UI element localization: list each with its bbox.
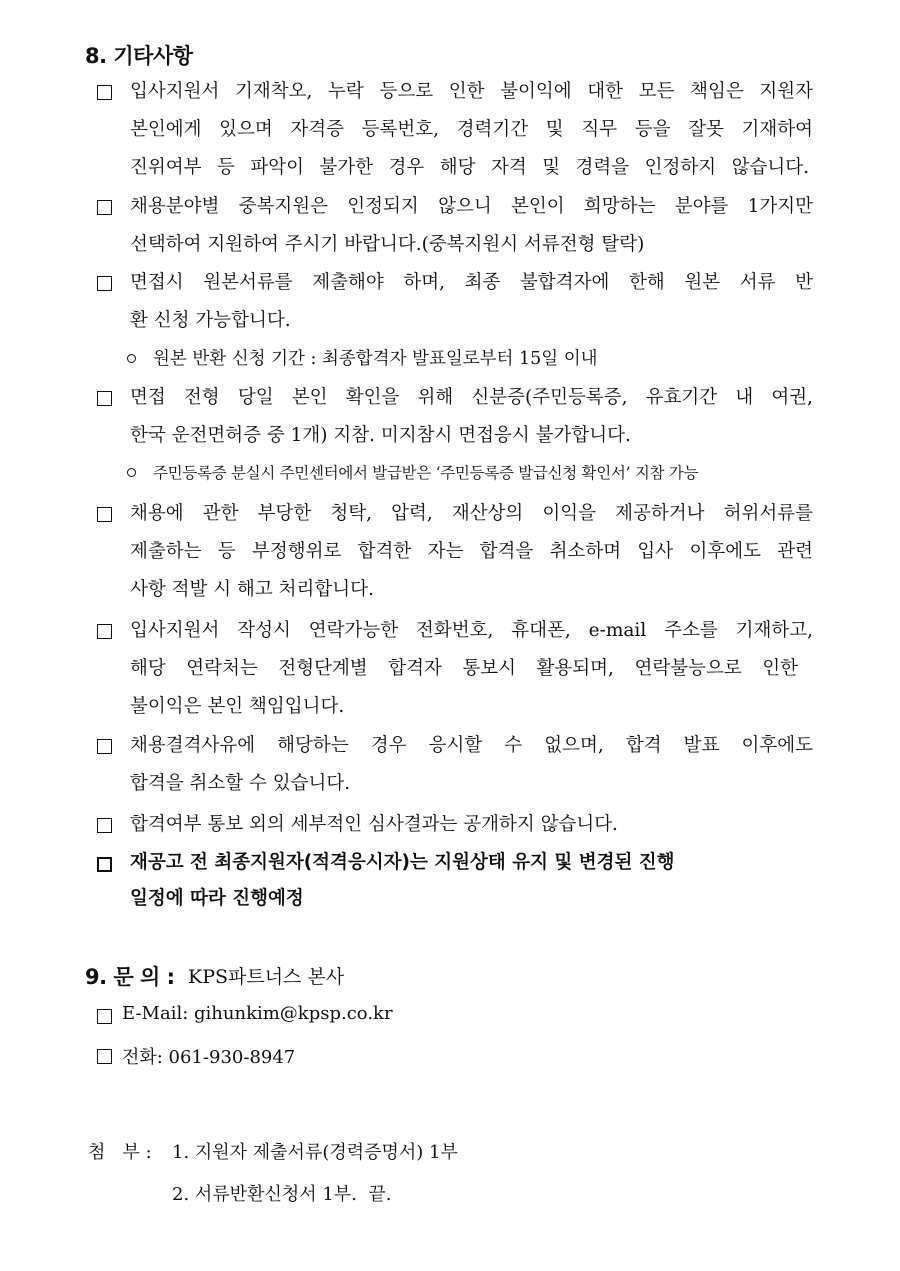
item-8-line-1: 합격여부 통보 외의 세부적인 심사결과는 공개하지 않습니다. bbox=[130, 814, 618, 835]
checkbox-icon bbox=[97, 1049, 112, 1064]
item-5-line-1: 채용에 관한 부당한 청탁, 압력, 재산상의 이익을 제공하거나 허위서류를 bbox=[130, 503, 813, 524]
checkbox-icon bbox=[97, 857, 112, 872]
checkbox-icon bbox=[97, 507, 112, 522]
section-8-title: 8. 기타사항 bbox=[85, 44, 193, 68]
attachment-item-1: 1. 지원자 제출서류(경력증명서) 1부 bbox=[172, 1142, 458, 1163]
contact-organization: KPS파트너스 본사 bbox=[188, 966, 345, 988]
sub-item-return-period: 원본 반환 신청 기간 : 최종합격자 발표일로부터 15일 이내 bbox=[153, 349, 598, 369]
item-3-line-2: 환 신청 가능합니다. bbox=[130, 310, 291, 331]
item-4-line-1: 면접 전형 당일 본인 확인을 위해 신분증(주민등록증, 유효기간 내 여권, bbox=[130, 387, 813, 408]
checkbox-icon bbox=[97, 200, 112, 215]
item-9-line-1: 재공고 전 최종지원자(적격응시자)는 지원상태 유지 및 변경된 진행 bbox=[130, 852, 675, 873]
item-1-line-1: 입사지원서 기재착오, 누락 등으로 인한 불이익에 대한 모든 책임은 지원자 bbox=[130, 81, 813, 102]
item-9-line-2: 일정에 따라 진행예정 bbox=[130, 888, 304, 909]
item-5-line-3: 사항 적발 시 해고 처리합니다. bbox=[130, 579, 374, 600]
item-4-line-2: 한국 운전면허증 중 1개) 지참. 미지참시 면접응시 불가합니다. bbox=[130, 425, 631, 446]
checkbox-icon bbox=[97, 276, 112, 291]
circle-bullet-icon bbox=[127, 354, 136, 363]
checkbox-icon bbox=[97, 85, 112, 100]
item-5-line-2: 제출하는 등 부정행위로 합격한 자는 합격을 취소하며 입사 이후에도 관련 bbox=[130, 541, 813, 562]
item-2-line-2: 선택하여 지원하여 주시기 바랍니다.(중복지원시 서류전형 탈락) bbox=[130, 234, 645, 255]
attachment-label: 첨 부 : bbox=[88, 1142, 152, 1163]
contact-phone: 전화: 061-930-8947 bbox=[122, 1047, 296, 1068]
section-9-title: 9. 문 의 : bbox=[85, 965, 175, 989]
item-6-line-3: 불이익은 본인 책임입니다. bbox=[130, 696, 345, 717]
checkbox-icon bbox=[97, 739, 112, 754]
contact-email: E-Mail: gihunkim@kpsp.co.kr bbox=[122, 1003, 393, 1024]
item-6-line-1: 입사지원서 작성시 연락가능한 전화번호, 휴대폰, e-mail 주소를 기재하고, bbox=[130, 620, 813, 641]
checkbox-icon bbox=[97, 818, 112, 833]
attachment-item-2: 2. 서류반환신청서 1부. 끝. bbox=[172, 1184, 392, 1205]
item-1-line-3: 진위여부 등 파악이 불가한 경우 해당 자격 및 경력을 인정하지 않습니다. bbox=[130, 157, 809, 178]
item-7-line-2: 합격을 취소할 수 있습니다. bbox=[130, 773, 351, 794]
item-1-line-2: 본인에게 있으며 자격증 등록번호, 경력기간 및 직무 등을 잘못 기재하여 bbox=[130, 119, 813, 140]
item-7-line-1: 채용결격사유에 해당하는 경우 응시할 수 없으며, 합격 발표 이후에도 bbox=[130, 735, 813, 756]
item-2-line-1: 채용분야별 중복지원은 인정되지 않으니 본인이 희망하는 분야를 1가지만 bbox=[130, 196, 813, 217]
checkbox-icon bbox=[97, 624, 112, 639]
item-3-line-1: 면접시 원본서류를 제출해야 하며, 최종 불합격자에 한해 원본 서류 반 bbox=[130, 272, 813, 293]
checkbox-icon bbox=[97, 1009, 112, 1024]
item-6-line-2: 해당 연락처는 전형단계별 합격자 통보시 활용되며, 연락불능으로 인한 bbox=[130, 658, 798, 679]
sub-item-id-loss: 주민등록증 분실시 주민센터에서 발급받은 ‘주민등록증 발급신청 확인서’ 지참 가능 bbox=[153, 464, 699, 482]
checkbox-icon bbox=[97, 391, 112, 406]
circle-bullet-icon bbox=[127, 468, 136, 477]
